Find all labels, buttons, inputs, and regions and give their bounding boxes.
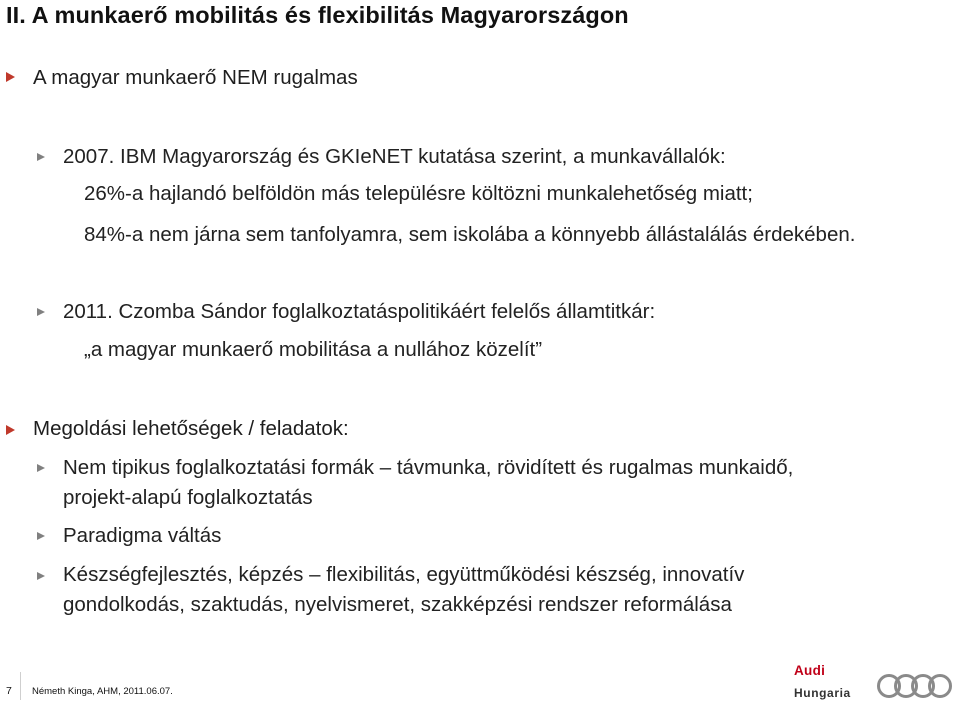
sub-bullet-continuation: projekt-alapú foglalkoztatás xyxy=(63,486,313,509)
sub-bullet-arrow-icon xyxy=(37,532,45,540)
sub-bullet-arrow-icon xyxy=(37,308,45,316)
sub-bullet-text: Készségfejlesztés, képzés – flexibilitás, együttműködési készség, innovatív xyxy=(63,563,745,586)
footer-divider xyxy=(20,672,21,700)
brand-name: Audi xyxy=(794,663,826,678)
sub-bullet-continuation: 84%-a nem járna sem tanfolyamra, sem iskolába a könnyebb állástalálás érdekében. xyxy=(84,223,856,246)
sub-bullet-text: Nem tipikus foglalkoztatási formák – távmunka, rövidített és rugalmas munkaidő, xyxy=(63,456,794,479)
audi-four-rings-logo-icon xyxy=(876,672,956,700)
sub-bullet-arrow-icon xyxy=(37,572,45,580)
brand-subname: Hungaria xyxy=(794,686,851,700)
slide-title: II. A munkaerő mobilitás és flexibilitás Magyarországon xyxy=(6,2,629,28)
sub-bullet-continuation: gondolkodás, szaktudás, nyelvismeret, szakképzési rendszer reformálása xyxy=(63,593,732,616)
sub-bullet-text: 2011. Czomba Sándor foglalkoztatáspolitikáért felelős államtitkár: xyxy=(63,300,656,323)
quote-text: „a magyar munkaerő mobilitása a nullához közelít” xyxy=(84,338,543,361)
sub-bullet-continuation: 26%-a hajlandó belföldön más településre költözni munkalehetőség miatt; xyxy=(84,182,753,205)
sub-bullet-text: 2007. IBM Magyarország és GKIeNET kutatása szerint, a munkavállalók: xyxy=(63,145,726,168)
bullet-arrow-icon xyxy=(6,425,15,435)
sub-bullet-text: Paradigma váltás xyxy=(63,524,222,547)
bullet-text: Megoldási lehetőségek / feladatok: xyxy=(33,417,349,440)
bullet-arrow-icon xyxy=(6,72,15,82)
sub-bullet-arrow-icon xyxy=(37,153,45,161)
sub-bullet-arrow-icon xyxy=(37,464,45,472)
page-number: 7 xyxy=(6,685,12,697)
bullet-text: A magyar munkaerő NEM rugalmas xyxy=(33,66,358,89)
footer-author-date: Németh Kinga, AHM, 2011.06.07. xyxy=(32,686,173,697)
